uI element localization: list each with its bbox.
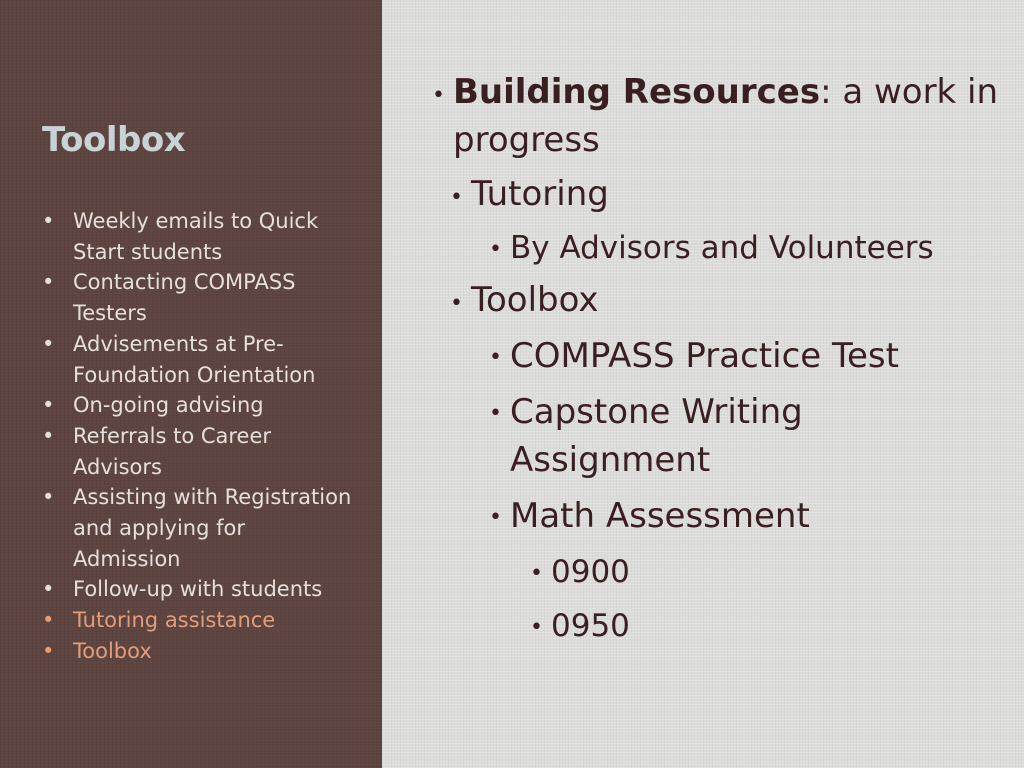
outline-item-tutoring	[450, 170, 1002, 218]
outline-item-label: Toolbox	[471, 280, 599, 320]
bullet-icon: •	[530, 561, 543, 586]
sidebar-item-label: Referrals to Career Advisors	[73, 423, 272, 479]
bullet-icon: •	[42, 331, 55, 356]
bullet-icon: •	[530, 615, 543, 640]
bullet-icon: •	[42, 393, 55, 418]
bullet-icon: •	[42, 638, 55, 663]
outline-subsubitem	[530, 550, 1002, 594]
outline-subitem	[489, 388, 1002, 484]
sidebar-panel	[0, 0, 382, 768]
bullet-icon: •	[42, 209, 55, 233]
outline-subitem	[489, 492, 1002, 540]
outline-subitem-label: COMPASS Practice Test	[510, 336, 899, 376]
heading-rest-text: : a work in progress	[453, 72, 999, 160]
outline-subitem-label: Math Assessment	[510, 496, 810, 536]
content-outline	[432, 68, 1002, 648]
bullet-icon: •	[489, 237, 502, 262]
sidebar-item	[42, 329, 352, 390]
sidebar-item-label: Weekly emails to Quick Start students	[73, 209, 319, 264]
bullet-icon: •	[450, 291, 463, 316]
sidebar-item-label: Advisements at Pre-Foundation Orientation	[73, 331, 316, 387]
sidebar-item	[42, 206, 352, 267]
outline-subitem	[489, 332, 1002, 380]
outline-subitem-label: By Advisors and Volunteers	[510, 230, 934, 266]
sidebar-title: Toolbox	[42, 120, 186, 160]
outline-subitem-label: Capstone Writing Assignment	[510, 392, 803, 480]
bullet-icon: •	[42, 608, 55, 633]
bullet-icon: •	[42, 423, 55, 448]
outline-subsubitem-label: 0900	[551, 554, 630, 590]
sidebar-item-label: Toolbox	[73, 638, 152, 663]
sidebar-item-label: Tutoring assistance	[73, 608, 276, 633]
bullet-icon: •	[42, 270, 55, 295]
sidebar-item-label: Assisting with Registration and applying for Admission	[73, 485, 352, 571]
sidebar-item	[42, 390, 352, 421]
bullet-icon: •	[42, 577, 55, 602]
sidebar-item	[42, 482, 352, 574]
outline-item-toolbox	[450, 276, 1002, 324]
sidebar-item-label: On-going advising	[73, 393, 264, 418]
outline-subsubitem-label: 0950	[551, 608, 630, 644]
bullet-icon: •	[42, 485, 55, 510]
sidebar-item	[42, 421, 352, 482]
sidebar-item-label: Contacting COMPASS Testers	[73, 270, 296, 326]
outline-subsubitem	[530, 604, 1002, 648]
outline-heading	[432, 68, 1002, 164]
sidebar-item-highlighted	[42, 636, 352, 667]
sidebar-list	[42, 206, 352, 667]
outline-subitem	[489, 226, 1002, 270]
bullet-icon: •	[489, 505, 502, 530]
outline-item-label: Tutoring	[471, 174, 609, 214]
heading-bold-text: Building Resources	[453, 72, 821, 112]
sidebar-item	[42, 267, 352, 328]
sidebar-item-label: Follow-up with students	[73, 577, 323, 602]
sidebar-item-highlighted	[42, 605, 352, 636]
bullet-icon: •	[489, 345, 502, 370]
bullet-icon: •	[450, 185, 463, 210]
bullet-icon: •	[432, 83, 445, 108]
sidebar-item	[42, 574, 352, 605]
bullet-icon: •	[489, 401, 502, 426]
